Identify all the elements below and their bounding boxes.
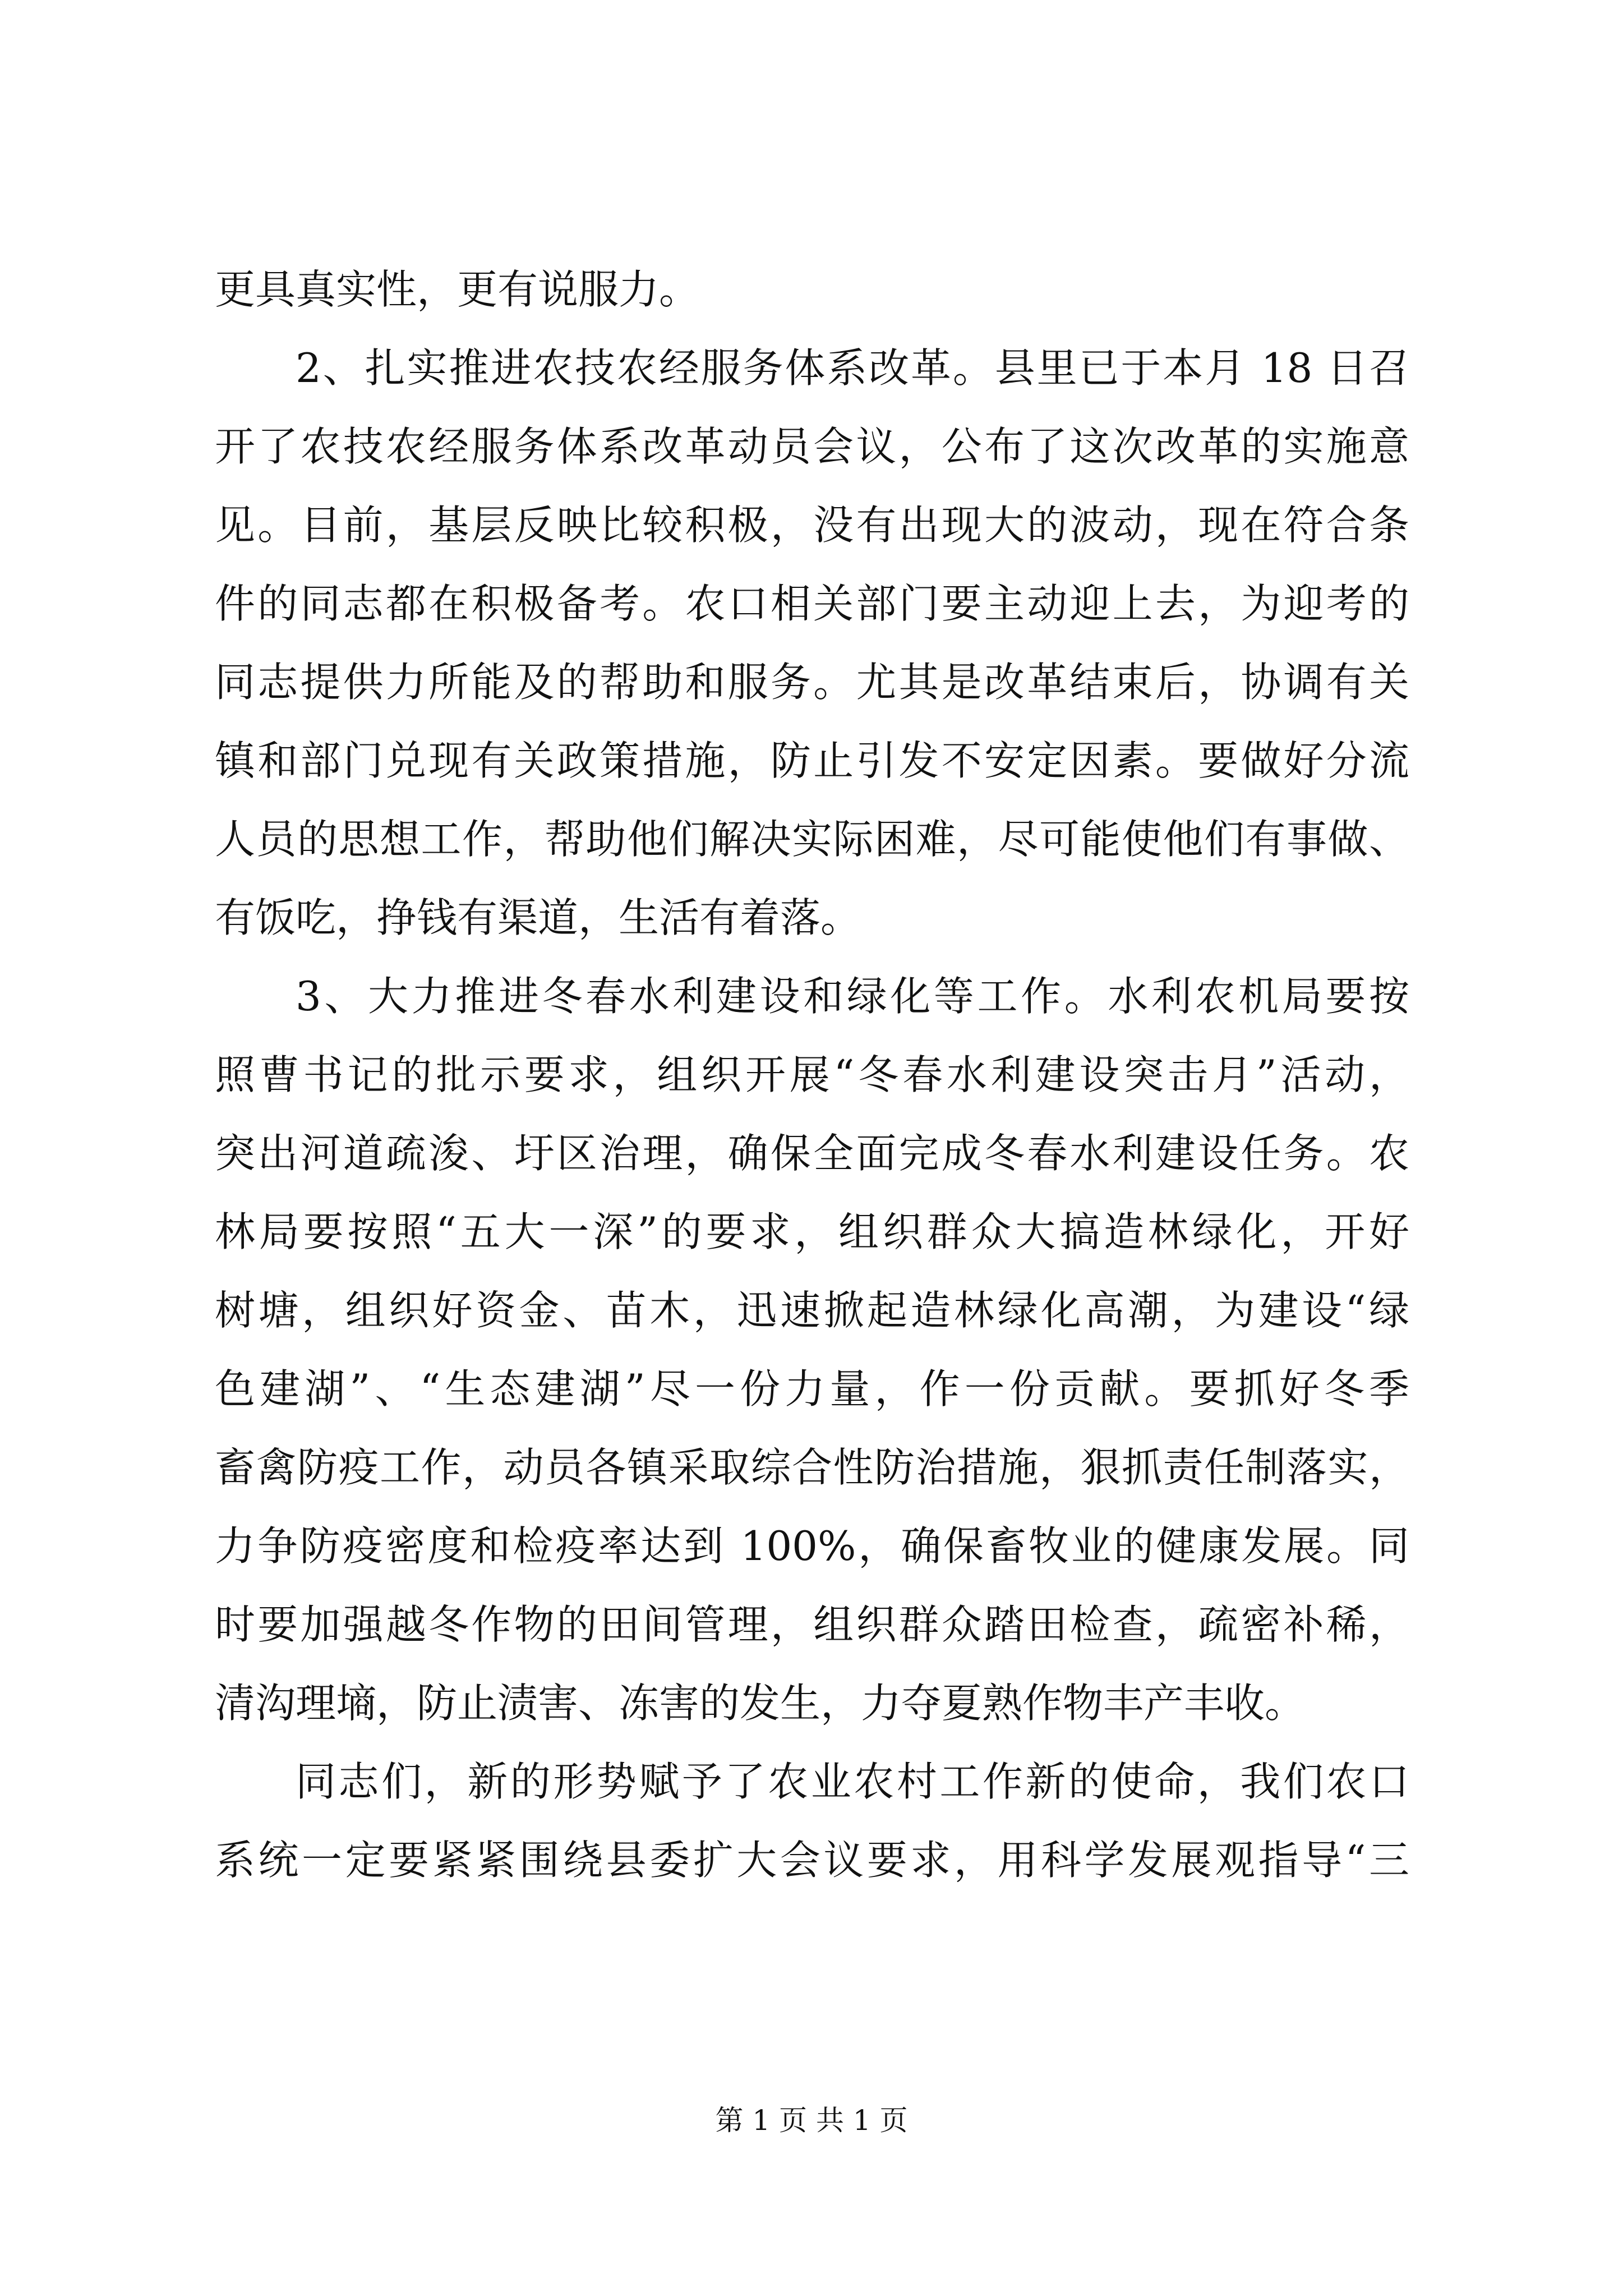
text-line: 人员的思想工作，帮助他们解决实际困难，尽可能使他们有事做、 [215, 816, 1409, 863]
text-line: 突出河道疏浚、圩区治理，确保全面完成冬春水利建设任务。农 [215, 1130, 1409, 1177]
text-line: 件的同志都在积极备考。农口相关部门要主动迎上去，为迎考的 [215, 580, 1409, 627]
text-line: 清沟理墒，防止渍害、冻害的发生，力夺夏熟作物丰产丰收。 [215, 1680, 1306, 1727]
text-line: 镇和部门兑现有关政策措施，防止引发不安定因素。要做好分流 [215, 737, 1409, 784]
text-line: 同志提供力所能及的帮助和服务。尤其是改革结束后，协调有关 [215, 659, 1409, 706]
text-line: 力争防疫密度和检疫率达到 100%，确保畜牧业的健康发展。同 [215, 1522, 1409, 1570]
text-line: 更具真实性，更有说服力。 [215, 266, 700, 313]
text-line: 见。目前，基层反映比较积极，没有出现大的波动，现在符合条 [215, 501, 1409, 549]
text-line: 开了农技农经服务体系改革动员会议，公布了这次改革的实施意 [215, 423, 1409, 470]
text-line: 3、大力推进冬春水利建设和绿化等工作。水利农机局要按 [296, 973, 1409, 1020]
text-line: 树塘，组织好资金、苗木，迅速掀起造林绿化高潮，为建设“绿 [215, 1287, 1409, 1334]
text-line: 照曹书记的批示要求，组织开展“冬春水利建设突击月”活动， [215, 1051, 1409, 1098]
text-line: 系统一定要紧紧围绕县委扩大会议要求，用科学发展观指导“三 [215, 1837, 1409, 1884]
document-body [215, 250, 1409, 1899]
text-line: 同志们，新的形势赋予了农业农村工作新的使命，我们农口 [296, 1758, 1409, 1805]
page-footer: 第 1 页 共 1 页 [715, 2104, 908, 2137]
text-line: 畜禽防疫工作，动员各镇采取综合性防治措施，狠抓责任制落实， [215, 1444, 1409, 1491]
text-line: 林局要按照“五大一深”的要求，组织群众大搞造林绿化，开好 [215, 1208, 1409, 1255]
text-line: 2、扎实推进农技农经服务体系改革。县里已于本月 18 日召 [296, 344, 1409, 392]
text-line: 色建湖”、“生态建湖”尽一份力量，作一份贡献。要抓好冬季 [215, 1365, 1409, 1412]
text-line: 时要加强越冬作物的田间管理，组织群众踏田检查，疏密补稀， [215, 1601, 1409, 1648]
text-line: 有饭吃，挣钱有渠道，生活有着落。 [215, 894, 861, 941]
